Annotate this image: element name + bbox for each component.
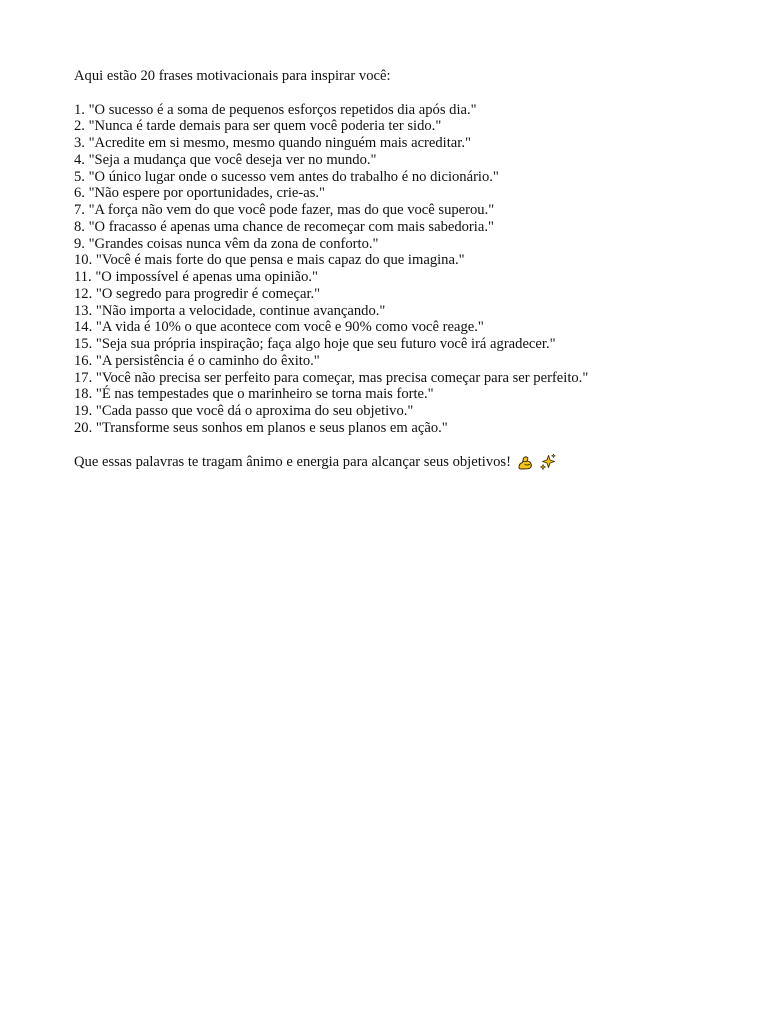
list-item: 10. "Você é mais forte do que pensa e mais capaz do que imagina." [74,252,465,269]
list-item: 3. "Acredite em si mesmo, mesmo quando ninguém mais acreditar." [74,135,471,151]
list-item: 14. "A vida é 10% o que acontece com você e 90% como você reage." [74,319,484,336]
list-item: 6. "Não espere por oportunidades, crie-as." [74,185,326,202]
list-item: 8. "O fracasso é apenas uma chance de recomeçar com mais sabedoria." [74,218,494,235]
list-item: 16. "A persistência é o caminho do êxito." [74,352,320,369]
list-item: 12. "O segredo para progredir é começar." [74,285,321,302]
outro-line [74,453,734,471]
list-item: 2. "Nunca é tarde demais para ser quem você poderia ter sido." [74,118,442,135]
flexed-biceps-icon [516,453,534,471]
sparkles-icon [539,453,557,471]
list-item: 19. "Cada passo que você dá o aproxima do seu objetivo." [74,403,414,419]
list-item: 17. "Você não precisa ser perfeito para começar, mas precisa começar para ser perfeito." [74,369,589,386]
list-item: 4. "Seja a mudança que você deseja ver no mundo." [74,151,377,168]
list-item: 13. "Não importa a velocidade, continue avançando." [74,302,386,319]
list-item: 20. "Transforme seus sonhos em planos e seus planos em ação." [74,419,448,436]
list-item: 5. "O único lugar onde o sucesso vem antes do trabalho é no dicionário." [74,168,499,185]
intro-text: Aqui estão 20 frases motivacionais para inspirar você: [74,68,391,84]
list-item: 7. "A força não vem do que você pode fazer, mas do que você superou." [74,202,495,218]
list-item: 15. "Seja sua própria inspiração; faça algo hoje que seu futuro você irá agradecer." [74,336,556,352]
document [74,68,734,471]
outro-text: Que essas palavras te tragam ânimo e energia para alcançar seus objetivos! [74,453,511,470]
list-item: 1. "O sucesso é a soma de pequenos esforços repetidos dia após dia." [74,101,477,118]
list-item: 9. "Grandes coisas nunca vêm da zona de conforto." [74,235,379,252]
list-item: 18. "É nas tempestades que o marinheiro se torna mais forte." [74,386,434,403]
quote-list [74,102,734,437]
list-item: 11. "O impossível é apenas uma opinião." [74,269,319,285]
